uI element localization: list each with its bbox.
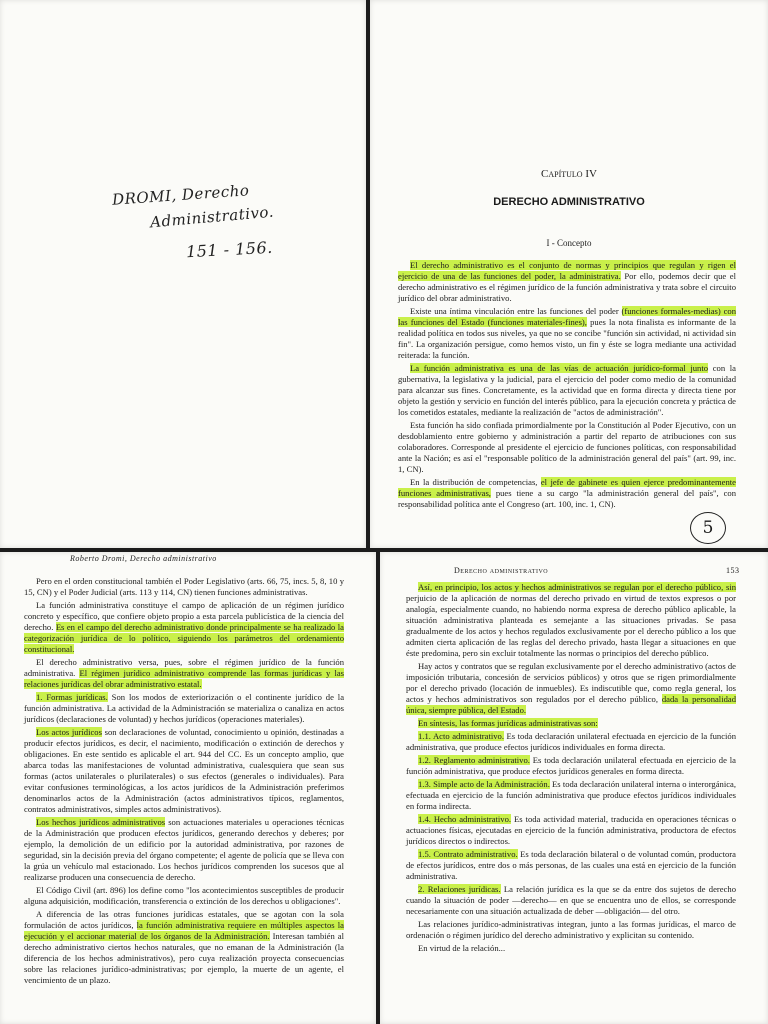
page-number: 153 (726, 566, 740, 575)
right-body-text (406, 582, 736, 956)
highlighted-text: la función administrativa requiere en múltiples aspectos la ejecución y el accionar material de los órganos de la Administración. (24, 920, 344, 941)
paragraph (24, 885, 344, 907)
left-body-text (24, 576, 344, 988)
text-run: pues la nota finalista es informante de la realidad política en todos sus niveles, ya que no se concibe "función sin actividad, ni actividad sin fin". La organización persigue, como hemos visto, un fin y éste se logra mediante una actividad reiterada: la función. (398, 317, 736, 360)
paragraph (406, 943, 736, 954)
page-bottom-left (0, 552, 376, 1024)
paragraph (406, 919, 736, 941)
page-circle-mark: 5 (690, 512, 726, 544)
page-top-left (0, 0, 366, 548)
paragraph (406, 814, 736, 847)
paragraph (406, 884, 736, 917)
handwritten-citation-line-1: DROMI, Derecho (111, 181, 250, 209)
paragraph (24, 817, 344, 883)
highlighted-text: 1.1. Acto administrativo. (418, 731, 504, 741)
text-run: A diferencia de las otras funciones jurídicas estatales, que se agotan con la sola formulación de actos jurídicos, (24, 909, 344, 930)
text-run: son actuaciones materiales u operaciones técnicas de la Administración que producen efectos jurídicos, generando derechos y deberes; por ejemplo, la demolición de un edificio por la autoridad administrativa, por razones de seguridad, sin la decisión previa del órgano competente; el agente de policía que se lleva con la grúa un vehículo mal estacionado. Los hechos jurídicos comprenden los sucesos que al realizarse producen una consecuencia de derecho. (24, 817, 345, 882)
highlighted-text: En síntesis, las formas jurídicas administrativas son: (418, 718, 598, 728)
highlighted-text: El derecho administrativo es el conjunto de normas y principios que regulan y rigen el ejercicio de una de las funciones del poder, la administrativa. (398, 260, 736, 281)
highlighted-text: dada la personalidad única, siempre pública, del Estado. (406, 694, 736, 715)
paragraph (398, 306, 736, 361)
paragraph (24, 657, 344, 690)
highlighted-text: 2. Relaciones jurídicas. (418, 884, 501, 894)
text-run: El derecho administrativo versa, pues, sobre el régimen jurídico de la función administrativa. (24, 657, 344, 678)
text-run: El Código Civil (art. 896) los define como "los acontecimientos susceptibles de producir alguna adquisición, modificación, transferencia o extinción de los derechos u obligaciones". (24, 885, 344, 906)
text-run: son declaraciones de voluntad, conocimiento u opinión, destinadas a producir efectos jurídicos, es decir, el nacimiento, modificación o extinción de derechos y obligaciones. En este sentido es aplicable el art. 944 del CC. Es un concepto amplio, que abarca todas las manifestaciones de voluntad administrativa, cualesquiera que sean sus formas (actos unilaterales o plurilaterales) o sus efectos (generales o individuales). Para evitar confusiones terminológicas, a los actos jurídicos de la Administración preferimos denominarlos actos de la Administración (actos administrativos típicos, reglamentos, contratos administrativos, simples actos administrativos). (24, 727, 344, 814)
text-run: Por ello, podemos decir que el derecho administrativo es el régimen jurídico de la función administrativa y trata sobre el circuito jurídico del obrar administrativo. (398, 271, 736, 303)
highlighted-text: 1.2. Reglamento administrativo. (418, 755, 530, 765)
highlighted-text: 1.4. Hecho administrativo. (418, 814, 512, 824)
chapter-body-text (398, 260, 736, 512)
text-run: Es toda declaración unilateral efectuada en ejercicio de la función administrativa, que produce efectos jurídicos individuales en forma directa. (406, 731, 736, 752)
paragraph (406, 661, 736, 716)
paragraph (24, 600, 344, 655)
highlighted-text: 1. Formas jurídicas. (36, 692, 108, 702)
handwritten-page-range: 151 - 156. (185, 237, 274, 262)
paragraph (406, 718, 736, 729)
highlighted-text: Los hechos jurídicos administrativos (36, 817, 166, 827)
paragraph (24, 727, 344, 815)
text-run: La función administrativa constituye el campo de aplicación de un régimen jurídico concreto y específico, que confiere objeto propio a esta parcela publicística de la ciencia del derecho. (24, 600, 344, 632)
text-run: perjuicio de la aplicación de normas del derecho privado en virtud de textos expresos o por analogía, especialmente cuando, no habiendo norma expresa de derecho público aplicable, la situación administrativa planteada es semejante a las situaciones privadas. Se pasa gradualmente de los actos y hechos regulados exclusivamente por el derecho público a los que admiten cierta aplicación de las reglas del derecho privado, hasta llegar a situaciones en que éste predomina, pero sin excluir totalmente las normas o principios del derecho público. (406, 593, 736, 658)
running-header-right: Derecho administrativo (454, 566, 549, 575)
paragraph (406, 755, 736, 777)
paragraph (398, 260, 736, 304)
highlighted-text: La función administrativa es una de las vías de actuación jurídico-formal junto (410, 363, 709, 373)
text-run: La relación jurídica es la que se da entre dos sujetos de derecho cuando la situación de poder —derecho— en que se encuentra uno de ellos, se corresponde necesariamente con una situación actualizada de deber —obligación— del otro. (406, 884, 736, 916)
paragraph (406, 779, 736, 812)
text-run: Las relaciones jurídico-administrativas integran, junto a las formas jurídicas, el marco de ordenación o régimen jurídico del derecho administrativo y explicitan su contenido. (406, 919, 736, 940)
text-run: Son los modos de exteriorización o el continente jurídico de la función administrativa. La actividad de la Administración se materializa o canaliza en actos jurídicos (declaraciones de voluntad) y hechos jurídicos (operaciones materiales). (24, 692, 345, 724)
paragraph (24, 909, 344, 986)
text-run: Es toda actividad material, traducida en operaciones técnicas o actuaciones físicas, ejecutadas en ejercicio de la función administrativa, productora de efectos jurídicos directos o indirectos. (406, 814, 736, 846)
text-run: Interesan también al derecho administrativo ciertos hechos naturales, que no emanan de la Administración (la diferencia de los hechos administrativos), pero cuya realización proyecta consecuencias sobre las relaciones jurídico-administrativas; por ejemplo, la muerte de un agente, el vencimiento de un plazo. (24, 931, 344, 985)
highlighted-text: Los actos jurídicos (36, 727, 102, 737)
page-top-right (370, 0, 768, 548)
text-run: Pero en el orden constitucional también el Poder Legislativo (arts. 66, 75, incs. 5, 8, 10 y 15, CN) y el Poder Judicial (arts. 113 y 114, CN) tienen funciones administrativas. (24, 576, 344, 597)
text-run: Es toda declaración unilateral efectuada en ejercicio de la función administrativa, que produce efectos jurídicos generales en forma directa. (406, 755, 736, 776)
paragraph (398, 420, 736, 475)
paragraph (24, 692, 344, 725)
highlighted-text: 1.3. Simple acto de la Administración. (418, 779, 550, 789)
highlighted-text: (funciones formales-medias) con las funciones del Estado (funciones materiales-fines), (398, 306, 736, 327)
text-run: En la distribución de competencias, (410, 477, 541, 487)
paragraph (398, 477, 736, 510)
highlighted-text: 1.5. Contrato administrativo. (418, 849, 518, 859)
paragraph (398, 363, 736, 418)
highlighted-text: el jefe de gabinete es quien ejerce predominantemente funciones administrativas, (398, 477, 736, 498)
text-run: Esta función ha sido confiada primordialmente por la Constitución al Poder Ejecutivo, con un desdoblamiento entre gobierno y administración a partir del reparto de atribuciones con sus colaboradores. Corresponde al presidente el ejercicio de funciones políticas, con responsabilidad ante la Nación; es así el "responsable político de la administración general del país" (art. 99, inc. 1, CN). (398, 420, 736, 474)
highlighted-text: Así, en principio, los actos y hechos administrativos se regulan por el derecho público, sin (418, 582, 736, 592)
paragraph (406, 849, 736, 882)
text-run: En virtud de la relación... (418, 943, 506, 953)
highlighted-text: Es en el campo del derecho administrativo donde principalmente se ha realizado la categorización jurídica de lo político, siguiendo los parámetros del ordenamiento constitucional. (24, 622, 344, 654)
handwritten-citation-line-2: Administrativo. (149, 202, 275, 232)
text-run: Hay actos y contratos que se regulan exclusivamente por el derecho administrativo (actos de imposición tributaria, concesión de servicios públicos) y otros que se rigen primordialmente por el derecho privado (locación de inmuebles). Es indiscutible que, como regla general, los actos y hechos administrativos son regulados por el derecho público, (406, 661, 736, 704)
text-run: con la gubernativa, la legislativa y la judicial, para el ejercicio del poder como medio de la comunidad para alcanzar sus fines. Concretamente, es la actividad que en forma directa y directa tiene por objeto la gestión y servicio en función del interés público, para la ejecución concreta y práctica de los cometidos estatales, mediante la realización de "actos de administración". (398, 363, 736, 417)
paragraph (406, 582, 736, 659)
chapter-title: DERECHO ADMINISTRATIVO (493, 196, 645, 208)
text-run: Es toda declaración unilateral interna o interorgánica, efectuada en ejercicio de la función administrativa que produce efectos jurídicos individuales en forma indirecta. (406, 779, 736, 811)
page-bottom-right (380, 552, 768, 1024)
paragraph (406, 731, 736, 753)
highlighted-text: El régimen jurídico administrativo comprende las formas jurídicas y las relaciones jurídicas del obrar administrativo estatal. (24, 668, 344, 689)
chapter-label: Capítulo IV (541, 168, 597, 180)
section-heading: I - Concepto (546, 238, 592, 248)
running-header-left: Roberto Dromi, Derecho administrativo (70, 554, 217, 563)
text-run: pues tiene a su cargo "la administración general del país", con responsabilidad política ante el Congreso (art. 100, inc. 1, CN). (398, 488, 736, 509)
text-run: Existe una íntima vinculación entre las funciones del poder (410, 306, 622, 316)
text-run: Es toda declaración bilateral o de voluntad común, productora de efectos jurídicos, entre dos o más personas, de las cuales una está en ejercicio de la función administrativa. (406, 849, 736, 881)
paragraph (24, 576, 344, 598)
